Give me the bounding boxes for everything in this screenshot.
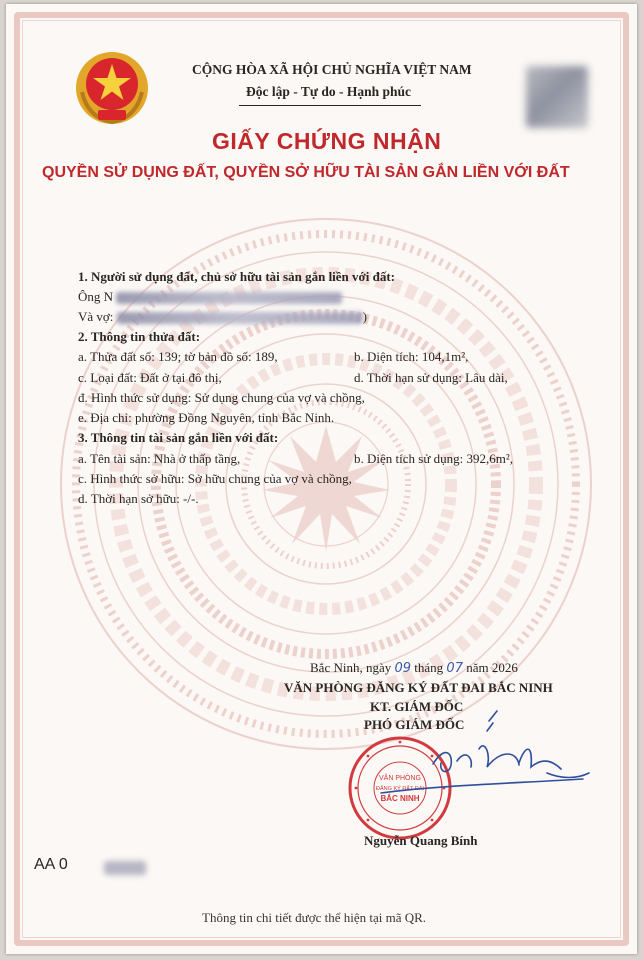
asset-name: a. Tên tài sản: Nhà ở thấp tầng, xyxy=(78,451,241,466)
document-subtitle: QUYỀN SỬ DỤNG ĐẤT, QUYỀN SỞ HỮU TÀI SẢN GẮN LIỀN VỚI ĐẤT xyxy=(42,164,570,181)
national-emblem-icon xyxy=(72,48,152,128)
redacted-owner xyxy=(116,292,342,304)
signer-name: Nguyễn Quang Bính xyxy=(364,833,478,848)
stamp-text-bottom: BẮC NINH xyxy=(380,794,420,803)
for-director-label: KT. GIÁM ĐỐC xyxy=(370,699,464,714)
motto-underline xyxy=(239,105,421,106)
owner-line xyxy=(78,289,342,305)
owner-prefix: Ông N xyxy=(78,289,114,304)
parcel-area: b. Diện tích: 104,1m², xyxy=(354,349,469,364)
ownership-term: d. Thời hạn sở hữu: -/-. xyxy=(78,491,199,506)
section3-heading: 3. Thông tin tài sản gắn liền với đất: xyxy=(78,430,279,445)
date-prefix: Bắc Ninh, ngày xyxy=(310,660,395,675)
ownership-form: c. Hình thức sở hữu: Sở hữu chung của vợ và chồng, xyxy=(78,471,352,486)
qr-code xyxy=(526,66,588,128)
month-label: tháng xyxy=(411,660,447,675)
section1-heading: 1. Người sử dụng đất, chủ sở hữu tài sản gắn liền với đất: xyxy=(78,269,395,284)
year-label: năm 2026 xyxy=(462,660,518,675)
redacted-serial xyxy=(104,861,146,875)
serial-number: AA 0 xyxy=(34,856,68,873)
qr-footer-note: Thông tin chi tiết được thể hiện tại mã QR. xyxy=(202,910,427,925)
date-day: 09 xyxy=(394,661,412,676)
document-title: GIẤY CHỨNG NHẬN xyxy=(212,128,442,154)
section2-heading: 2. Thông tin thửa đất: xyxy=(78,329,201,344)
spouse-suffix: ) xyxy=(362,309,367,324)
stamp-text-top: VĂN PHÒNG xyxy=(378,775,422,782)
asset-usable-area: b. Diện tích sử dụng: 392,6m², xyxy=(354,451,513,466)
issuing-office: VĂN PHÒNG ĐĂNG KÝ ĐẤT ĐAI BẮC NINH xyxy=(284,680,553,695)
land-type: c. Loại đất: Đất ở tại đô thị, xyxy=(78,370,222,385)
spouse-prefix: Và vợ: xyxy=(78,309,117,324)
parcel-address: e. Địa chỉ: phường Đồng Nguyên, tỉnh Bắc Ninh. xyxy=(78,410,335,425)
parcel-number: a. Thửa đất số: 139; tờ bản đồ số: 189, xyxy=(78,349,278,364)
handwritten-signature xyxy=(321,709,611,829)
spouse-line xyxy=(78,309,367,325)
country-name: CỘNG HÒA XÃ HỘI CHỦ NGHĨA VIỆT NAM xyxy=(192,62,472,77)
usage-form: đ. Hình thức sử dụng: Sử dụng chung của vợ và chồng, xyxy=(78,390,365,405)
redacted-spouse xyxy=(117,312,363,324)
national-motto: Độc lập - Tự do - Hạnh phúc xyxy=(246,84,412,99)
deputy-director-label: PHÓ GIÁM ĐỐC xyxy=(364,717,465,732)
date-month: 07 xyxy=(446,661,463,676)
stamp-text-mid: ĐĂNG KÝ ĐẤT ĐAI xyxy=(376,786,424,792)
certificate-sheet xyxy=(6,4,637,954)
issue-date xyxy=(310,660,518,676)
usage-term: d. Thời hạn sử dụng: Lâu dài, xyxy=(354,370,508,385)
